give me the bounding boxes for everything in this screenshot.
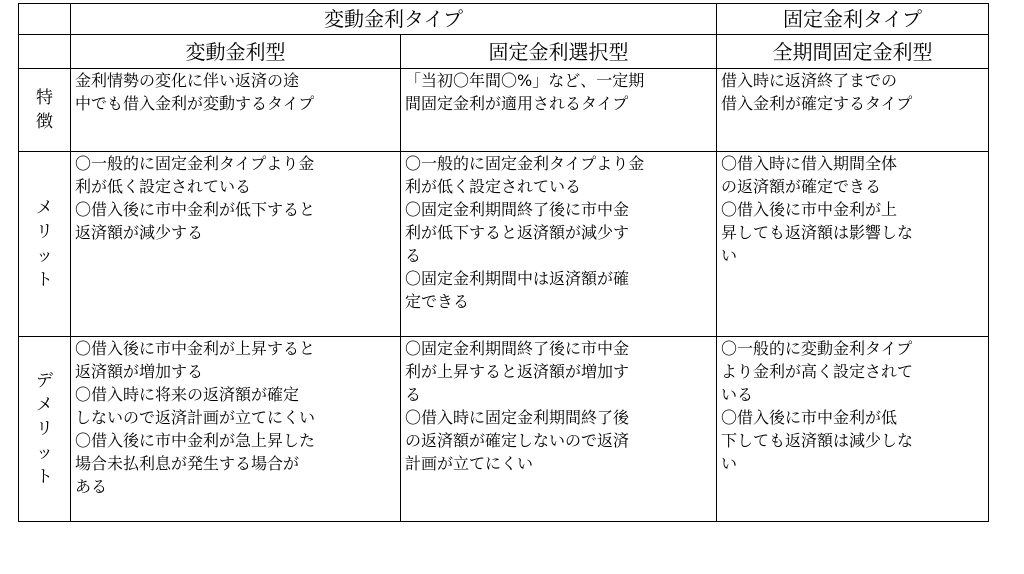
variable-type-header: 変動金利タイプ	[71, 4, 717, 35]
merits-label	[19, 152, 71, 337]
merits-fixed-select-cell: 〇一般的に固定金利タイプより金 利が低く設定されている 〇固定金利期間終了後に市中金 利が低下すると返済額が減少す る 〇固定金利期間中は返済額が確 定できる	[401, 152, 717, 337]
header-sub-row	[19, 35, 989, 69]
label-char: リ	[36, 419, 53, 439]
full-fixed-header: 全期間固定金利型	[717, 35, 989, 69]
header-group-row	[19, 4, 989, 35]
label-char: メ	[36, 395, 53, 415]
label-char: 徴	[36, 112, 53, 132]
demerits-variable-cell: 〇借入後に市中金利が上昇すると 返済額が増加する 〇借入時に将来の返済額が確定 しないので返済計画が立てにくい 〇借入後に市中金利が急上昇した 場合未払利息が発生する場合が ある	[71, 337, 401, 522]
demerits-label	[19, 337, 71, 522]
label-char: デ	[36, 371, 53, 391]
corner-cell-2	[19, 35, 71, 69]
features-label	[19, 69, 71, 152]
features-full-fixed-cell: 借入時に返済終了までの 借入金利が確定するタイプ	[717, 69, 989, 152]
fixed-type-header: 固定金利タイプ	[717, 4, 989, 35]
label-char: メ	[36, 198, 53, 218]
label-char: 特	[36, 88, 53, 108]
label-char: ッ	[36, 443, 53, 463]
label-char: リ	[36, 222, 53, 242]
merits-full-fixed-cell: 〇借入時に借入期間全体 の返済額が確定できる 〇借入後に市中金利が上 昇しても返済額は影響しな い	[717, 152, 989, 337]
label-char: ッ	[36, 246, 53, 266]
label-char: ト	[36, 467, 53, 487]
label-char: ト	[36, 270, 53, 290]
features-row	[19, 69, 989, 152]
features-variable-cell: 金利情勢の変化に伴い返済の途 中でも借入金利が変動するタイプ	[71, 69, 401, 152]
merits-row	[19, 152, 989, 337]
variable-rate-header: 変動金利型	[71, 35, 401, 69]
features-fixed-select-cell: 「当初〇年間〇%」など、一定期 間固定金利が適用されるタイプ	[401, 69, 717, 152]
corner-cell	[19, 4, 71, 35]
merits-variable-cell: 〇一般的に固定金利タイプより金 利が低く設定されている 〇借入後に市中金利が低下すると 返済額が減少する	[71, 152, 401, 337]
demerits-full-fixed-cell: 〇一般的に変動金利タイプ より金利が高く設定されて いる 〇借入後に市中金利が低 下しても返済額は減少しな い	[717, 337, 989, 522]
fixed-select-header: 固定金利選択型	[401, 35, 717, 69]
demerits-fixed-select-cell: 〇固定金利期間終了後に市中金 利が上昇すると返済額が増加す る 〇借入時に固定金利期間終了後 の返済額が確定しないので返済 計画が立てにくい	[401, 337, 717, 522]
loan-type-comparison-table	[18, 3, 989, 522]
demerits-row	[19, 337, 989, 522]
